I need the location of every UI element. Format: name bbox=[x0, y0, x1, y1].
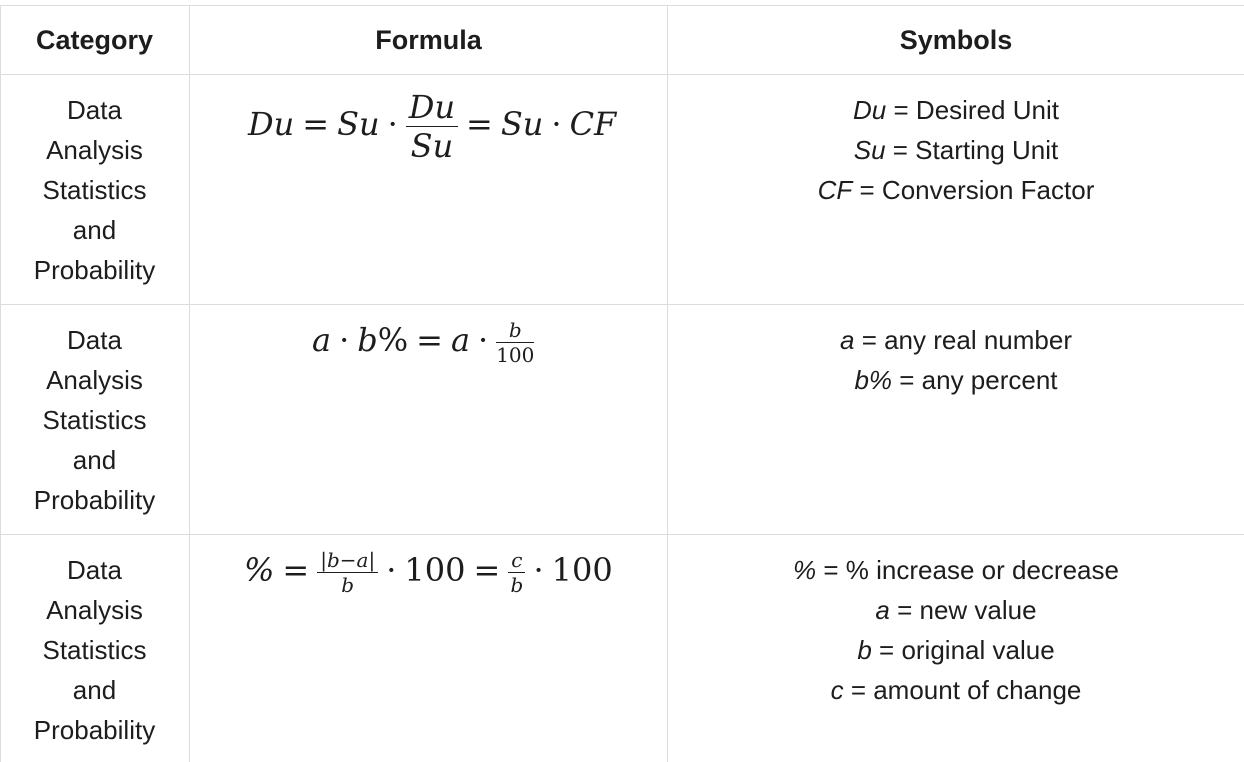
table-row-3-category: Data Analysis Statistics and Probability bbox=[33, 555, 156, 745]
formula-percent-change: % = $\frac{|b-a|}{b}$ · 100 = $\frac{c}{b}$ · 100 bbox=[244, 548, 613, 597]
table-row-1-category: Data Analysis Statistics and Probability bbox=[33, 95, 156, 285]
header-symbols: Symbols bbox=[899, 24, 1013, 55]
formula-unit-conversion: Du = Su · $\frac{Du}{Su}$ = Su · CF bbox=[248, 88, 617, 165]
header-formula: Formula bbox=[375, 24, 482, 55]
header-category: Category bbox=[35, 24, 154, 55]
table-row-2-symbols: a = any real number b% = any percent bbox=[840, 325, 1072, 395]
table-row-3-symbols: % = % increase or decrease a = new value b = original value c = amount of change bbox=[793, 555, 1119, 705]
formula-percent-of-number: a · b% = a · $\frac{b}{100}$ bbox=[312, 318, 535, 367]
column-divider bbox=[189, 5, 190, 762]
row-divider bbox=[0, 534, 1244, 535]
table-row-2-category: Data Analysis Statistics and Probability bbox=[33, 325, 156, 515]
row-divider bbox=[0, 304, 1244, 305]
table-row-1-symbols: Du = Desired Unit Su = Starting Unit CF = Conversion Factor bbox=[817, 95, 1095, 205]
